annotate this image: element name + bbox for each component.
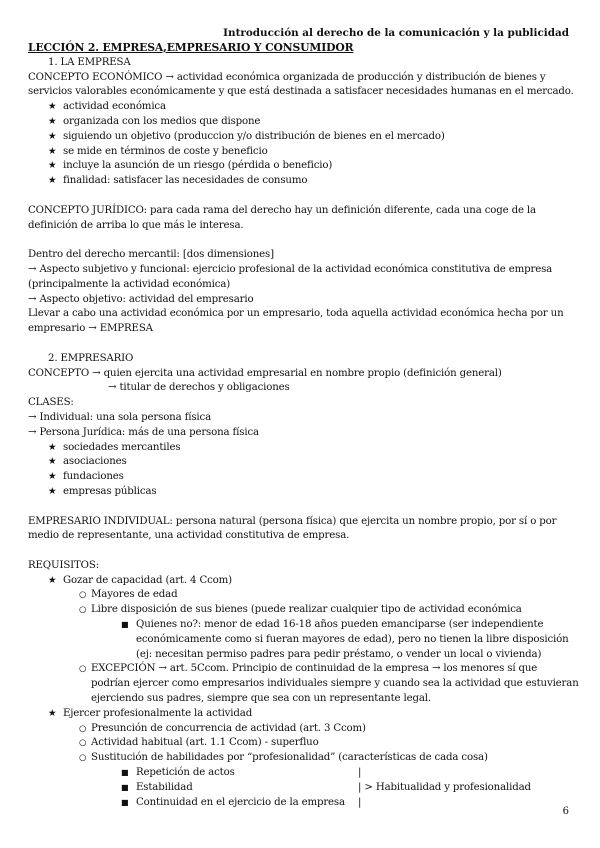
- list-item: ★ incluye la asunción de un riesgo (pérdida o beneficio): [28, 159, 573, 174]
- running-header: Introducción al derecho de la comunicación y la publicidad: [223, 27, 569, 39]
- section-heading-empresario: 2. EMPRESARIO: [48, 352, 134, 364]
- page-number: 6: [562, 806, 569, 817]
- quienes-line: ■ Quienes no?: menor de edad 16-18 años pueden emanciparse (ser independiente: [136, 619, 544, 631]
- list-item: ★ actividad económica: [28, 100, 573, 115]
- document-body: [28, 41, 579, 810]
- list-item: [28, 618, 573, 662]
- list-item: ★ Gozar de capacidad (art. 4 Ccom): [28, 574, 573, 589]
- list-item: ○ Presunción de concurrencia de actividad (art. 3 Ccom): [28, 722, 573, 737]
- empresario-individual-line: medio de representante, una actividad constitutiva de empresa.: [28, 530, 350, 542]
- spacer: [28, 337, 573, 352]
- list-item: [28, 766, 573, 781]
- concepto-line: CONCEPTO → quien ejercita una actividad empresarial en nombre propio (definición general): [28, 367, 502, 379]
- list-item: ○ Libre disposición de sus bienes (puede realizar cualquier tipo de actividad económica: [28, 603, 573, 618]
- list-item: ○ Sustitución de habilidades por “profesionalidad” (características de cada cosa): [28, 751, 573, 766]
- brace-bar: |: [358, 767, 362, 779]
- concepto-juridico-line: definición de arriba lo que más le interesa.: [28, 219, 244, 231]
- aspecto-objetivo-line: → Aspecto objetivo: actividad del empresario: [28, 293, 254, 305]
- list-item: [28, 662, 579, 706]
- list-item: ★ se mide en términos de coste y beneficio: [28, 145, 573, 160]
- list-item: ★ fundaciones: [28, 470, 573, 485]
- list-item: ★ siguiendo un objetivo (produccion y/o distribución de bienes en el mercado): [28, 130, 573, 145]
- list-item: ★ finalidad: satisfacer las necesidades de consumo: [28, 174, 573, 189]
- clase-juridica: → Persona Jurídica: más de una persona física: [28, 426, 259, 438]
- llevar-a-cabo-line: Llevar a cabo una actividad económica por un empresario, toda aquella actividad económica hecha por un: [28, 308, 564, 320]
- list-item: ○ Mayores de edad: [28, 588, 573, 603]
- excepcion-line: ejerciendo sus padres, siempre que sea con un representante legal.: [91, 693, 431, 705]
- habilidad-label: Estabilidad: [136, 781, 193, 793]
- spacer: [28, 500, 573, 515]
- aspecto-subjetivo-line: (principalmente la actividad económica): [28, 278, 231, 290]
- section-heading-empresa: 1. LA EMPRESA: [48, 56, 131, 68]
- list-item: ★ Ejercer profesionalmente la actividad: [28, 707, 573, 722]
- mercantil-line: Dentro del derecho mercantil: [dos dimensiones]: [28, 249, 274, 261]
- requisitos-label: REQUISITOS:: [28, 559, 99, 571]
- empresario-individual-line: EMPRESARIO INDIVIDUAL: persona natural (persona física) que ejercita un nombre propio, por sí o por: [28, 515, 557, 527]
- clase-individual: → Individual: una sola persona física: [28, 411, 212, 423]
- list-item: ★ asociaciones: [28, 455, 573, 470]
- concepto-juridico-line: CONCEPTO JURÍDICO: para cada rama del derecho hay un definición diferente, cada una coge de la: [28, 204, 536, 216]
- aspecto-subjetivo-line: → Aspecto subjetivo y funcional: ejercicio profesional de la actividad económica constitutiva de empresa: [28, 263, 553, 275]
- concepto-economico-line: servicios valorables económicamente y que está destinada a satisfacer necesidades humanas en el mercado.: [28, 86, 574, 98]
- page-title: LECCIÓN 2. EMPRESA,EMPRESARIO Y CONSUMIDOR: [28, 41, 354, 54]
- brace-note: | > Habitualidad y profesionalidad: [358, 781, 531, 793]
- concepto-economico-line: CONCEPTO ECONÓMICO → actividad económica organizada de producción y distribución de bienes y: [28, 71, 546, 83]
- llevar-a-cabo-line: empresario → EMPRESA: [28, 323, 153, 335]
- spacer: [28, 189, 573, 204]
- list-item: ★ organizada con los medios que dispone: [28, 115, 573, 130]
- habilidad-label: Repetición de actos: [136, 767, 235, 779]
- list-item: ★ sociedades mercantiles: [28, 441, 573, 456]
- list-item: [28, 796, 573, 811]
- concepto-line: → titular de derechos y obligaciones: [108, 382, 290, 394]
- list-item: ○ Actividad habitual (art. 1.1 Ccom) - superfluo: [28, 736, 573, 751]
- spacer: [28, 233, 573, 248]
- excepcion-line: ○ EXCEPCIÓN → art. 5Ccom. Principio de continuidad de la empresa → los menores sí que: [91, 663, 538, 675]
- quienes-line: (ej: necesitan permiso padres para pedir préstamo, o vender un local o vivienda): [136, 648, 542, 660]
- list-item: ★ empresas públicas: [28, 485, 573, 500]
- list-item: [28, 781, 573, 796]
- excepcion-line: podrían ejercer como empresarios individuales siempre y cuando sea la actividad que estuvieran: [91, 678, 579, 690]
- clases-label: CLASES:: [28, 397, 74, 409]
- brace-bar: |: [358, 796, 362, 808]
- habilidad-label: Continuidad en el ejercicio de la empresa: [136, 796, 345, 808]
- spacer: [28, 544, 573, 559]
- quienes-line: económicamente como si fueran mayores de edad), pero no tienen la libre disposición: [136, 633, 569, 645]
